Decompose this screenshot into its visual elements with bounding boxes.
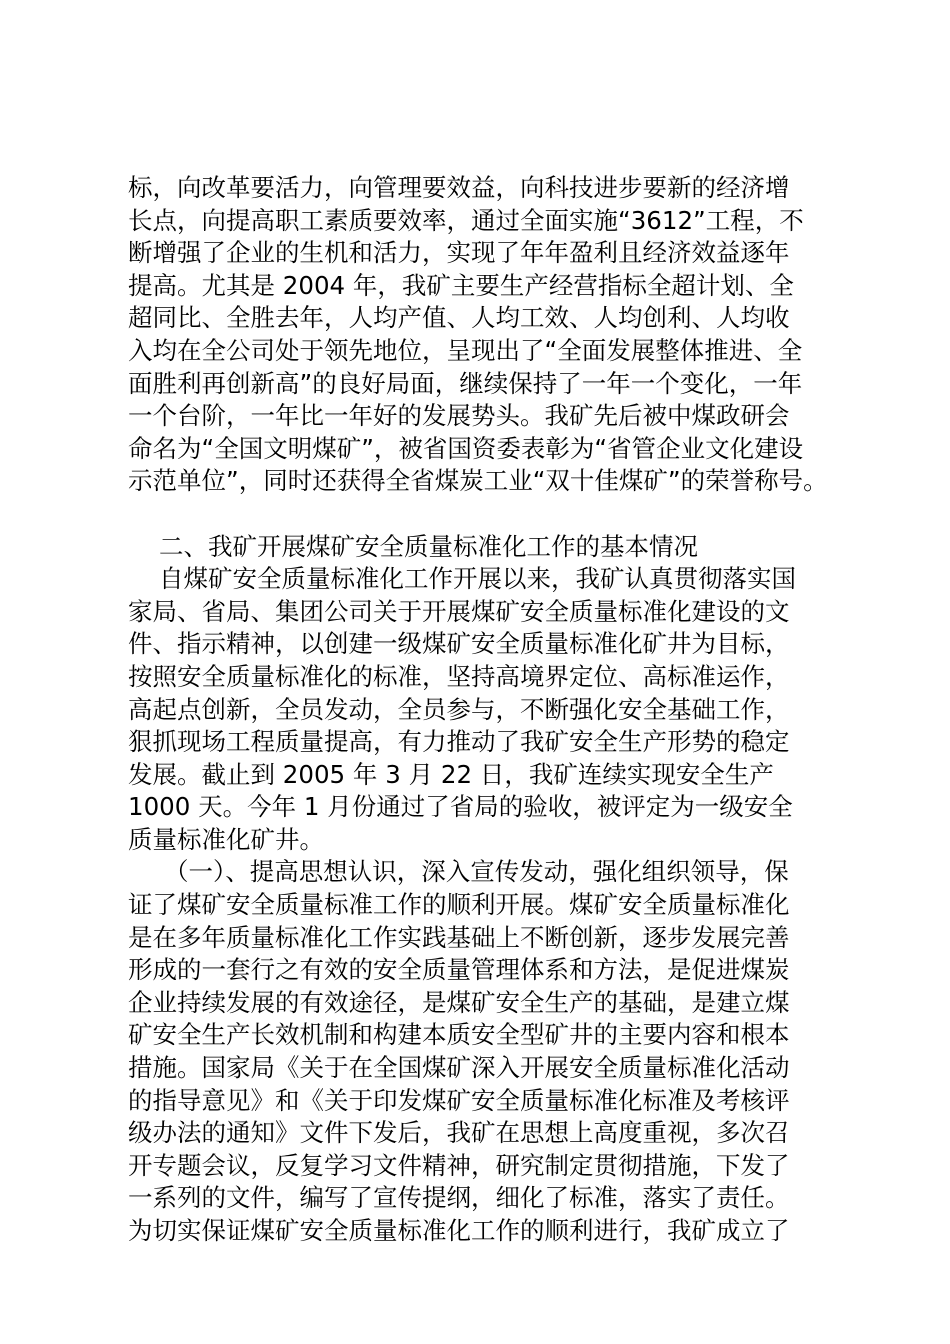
paragraph-line: 的指导意见》和《关于印发煤矿安全质量标准化标准及考核评: [128, 1085, 790, 1115]
paragraph-line: 企业持续发展的有效途径，是煤矿安全生产的基础，是建立煤: [128, 987, 790, 1017]
paragraph-line: 一系列的文件，编写了宣传提纲，细化了标准，落实了责任。: [128, 1183, 790, 1213]
paragraph-line: 高起点创新，全员发动，全员参与，不断强化安全基础工作，: [128, 694, 790, 724]
paragraph-line: 为切实保证煤矿安全质量标准化工作的顺利进行，我矿成立了: [128, 1216, 790, 1245]
paragraph-spacer: [128, 498, 840, 531]
intro-paragraph: [128, 172, 840, 498]
paragraph-line: 形成的一套行之有效的安全质量管理体系和方法，是促进煤炭: [128, 955, 790, 985]
paragraph-line: 家局、省局、集团公司关于开展煤矿安全质量标准化建设的文: [128, 596, 790, 626]
paragraph-line: 一个台阶，一年比一年好的发展势头。我矿先后被中煤政研会: [128, 401, 790, 431]
paragraph-line: 矿安全生产长效机制和构建本质安全型矿井的主要内容和根本: [128, 1020, 790, 1050]
subsection-paragraph: [128, 856, 840, 1247]
paragraph-line: 级办法的通知》文件下发后，我矿在思想上高度重视，多次召: [128, 1118, 790, 1148]
paragraph-line: 面胜利再创新高”的良好局面，继续保持了一年一个变化，一年: [128, 368, 803, 398]
paragraph-line: 入均在全公司处于领先地位，呈现出了“全面发展整体推进、全: [128, 335, 803, 365]
paragraph-line: 件、指示精神，以创建一级煤矿安全质量标准化矿井为目标，: [128, 629, 790, 659]
paragraph-line: 断增强了企业的生机和活力，实现了年年盈利且经济效益逐年: [128, 238, 790, 268]
paragraph-line: 超同比、全胜去年，人均产值、人均工效、人均创利、人均收: [128, 303, 790, 333]
paragraph-line: 长点，向提高职工素质要效率，通过全面实施“3612”工程，不: [128, 205, 804, 235]
paragraph-line: 开专题会议，反复学习文件精神，研究制定贯彻措施，下发了: [128, 1150, 790, 1180]
paragraph-line: 自煤矿安全质量标准化工作开展以来，我矿认真贯彻落实国: [159, 564, 796, 594]
paragraph-line: 质量标准化矿井。: [128, 824, 324, 854]
paragraph-line: 1000 天。今年 1 月份通过了省局的验收，被评定为一级安全: [128, 792, 793, 822]
section-heading: 二、我矿开展煤矿安全质量标准化工作的基本情况: [159, 531, 698, 561]
paragraph-line: 发展。截止到 2005 年 3 月 22 日，我矿连续实现安全生产: [128, 759, 774, 789]
paragraph-line: 狠抓现场工程质量提高，有力推动了我矿安全生产形势的稳定: [128, 727, 790, 757]
section-paragraph: [128, 563, 840, 856]
paragraph-line: 措施。国家局《关于在全国煤矿深入开展安全质量标准化活动: [128, 1053, 790, 1083]
document-body: [128, 172, 840, 1248]
paragraph-line: 提高。尤其是 2004 年，我矿主要生产经营指标全超计划、全: [128, 270, 794, 300]
paragraph-line: 标，向改革要活力，向管理要效益，向科技进步要新的经济增: [128, 173, 790, 202]
paragraph-line: 是在多年质量标准化工作实践基础上不断创新，逐步发展完善: [128, 922, 790, 952]
paragraph-line: 按照安全质量标准化的标准，坚持高境界定位、高标准运作，: [128, 661, 790, 691]
paragraph-line: 命名为“全国文明煤矿”，被省国资委表彰为“省管企业文化建设: [128, 433, 804, 463]
paragraph-line: 证了煤矿安全质量标准工作的顺利开展。煤矿安全质量标准化: [128, 890, 790, 920]
paragraph-line: （一）、提高思想认识，深入宣传发动，强化组织领导，保: [164, 857, 789, 887]
paragraph-line: 示范单位”，同时还获得全省煤炭工业“双十佳煤矿”的荣誉称号。: [128, 466, 828, 496]
